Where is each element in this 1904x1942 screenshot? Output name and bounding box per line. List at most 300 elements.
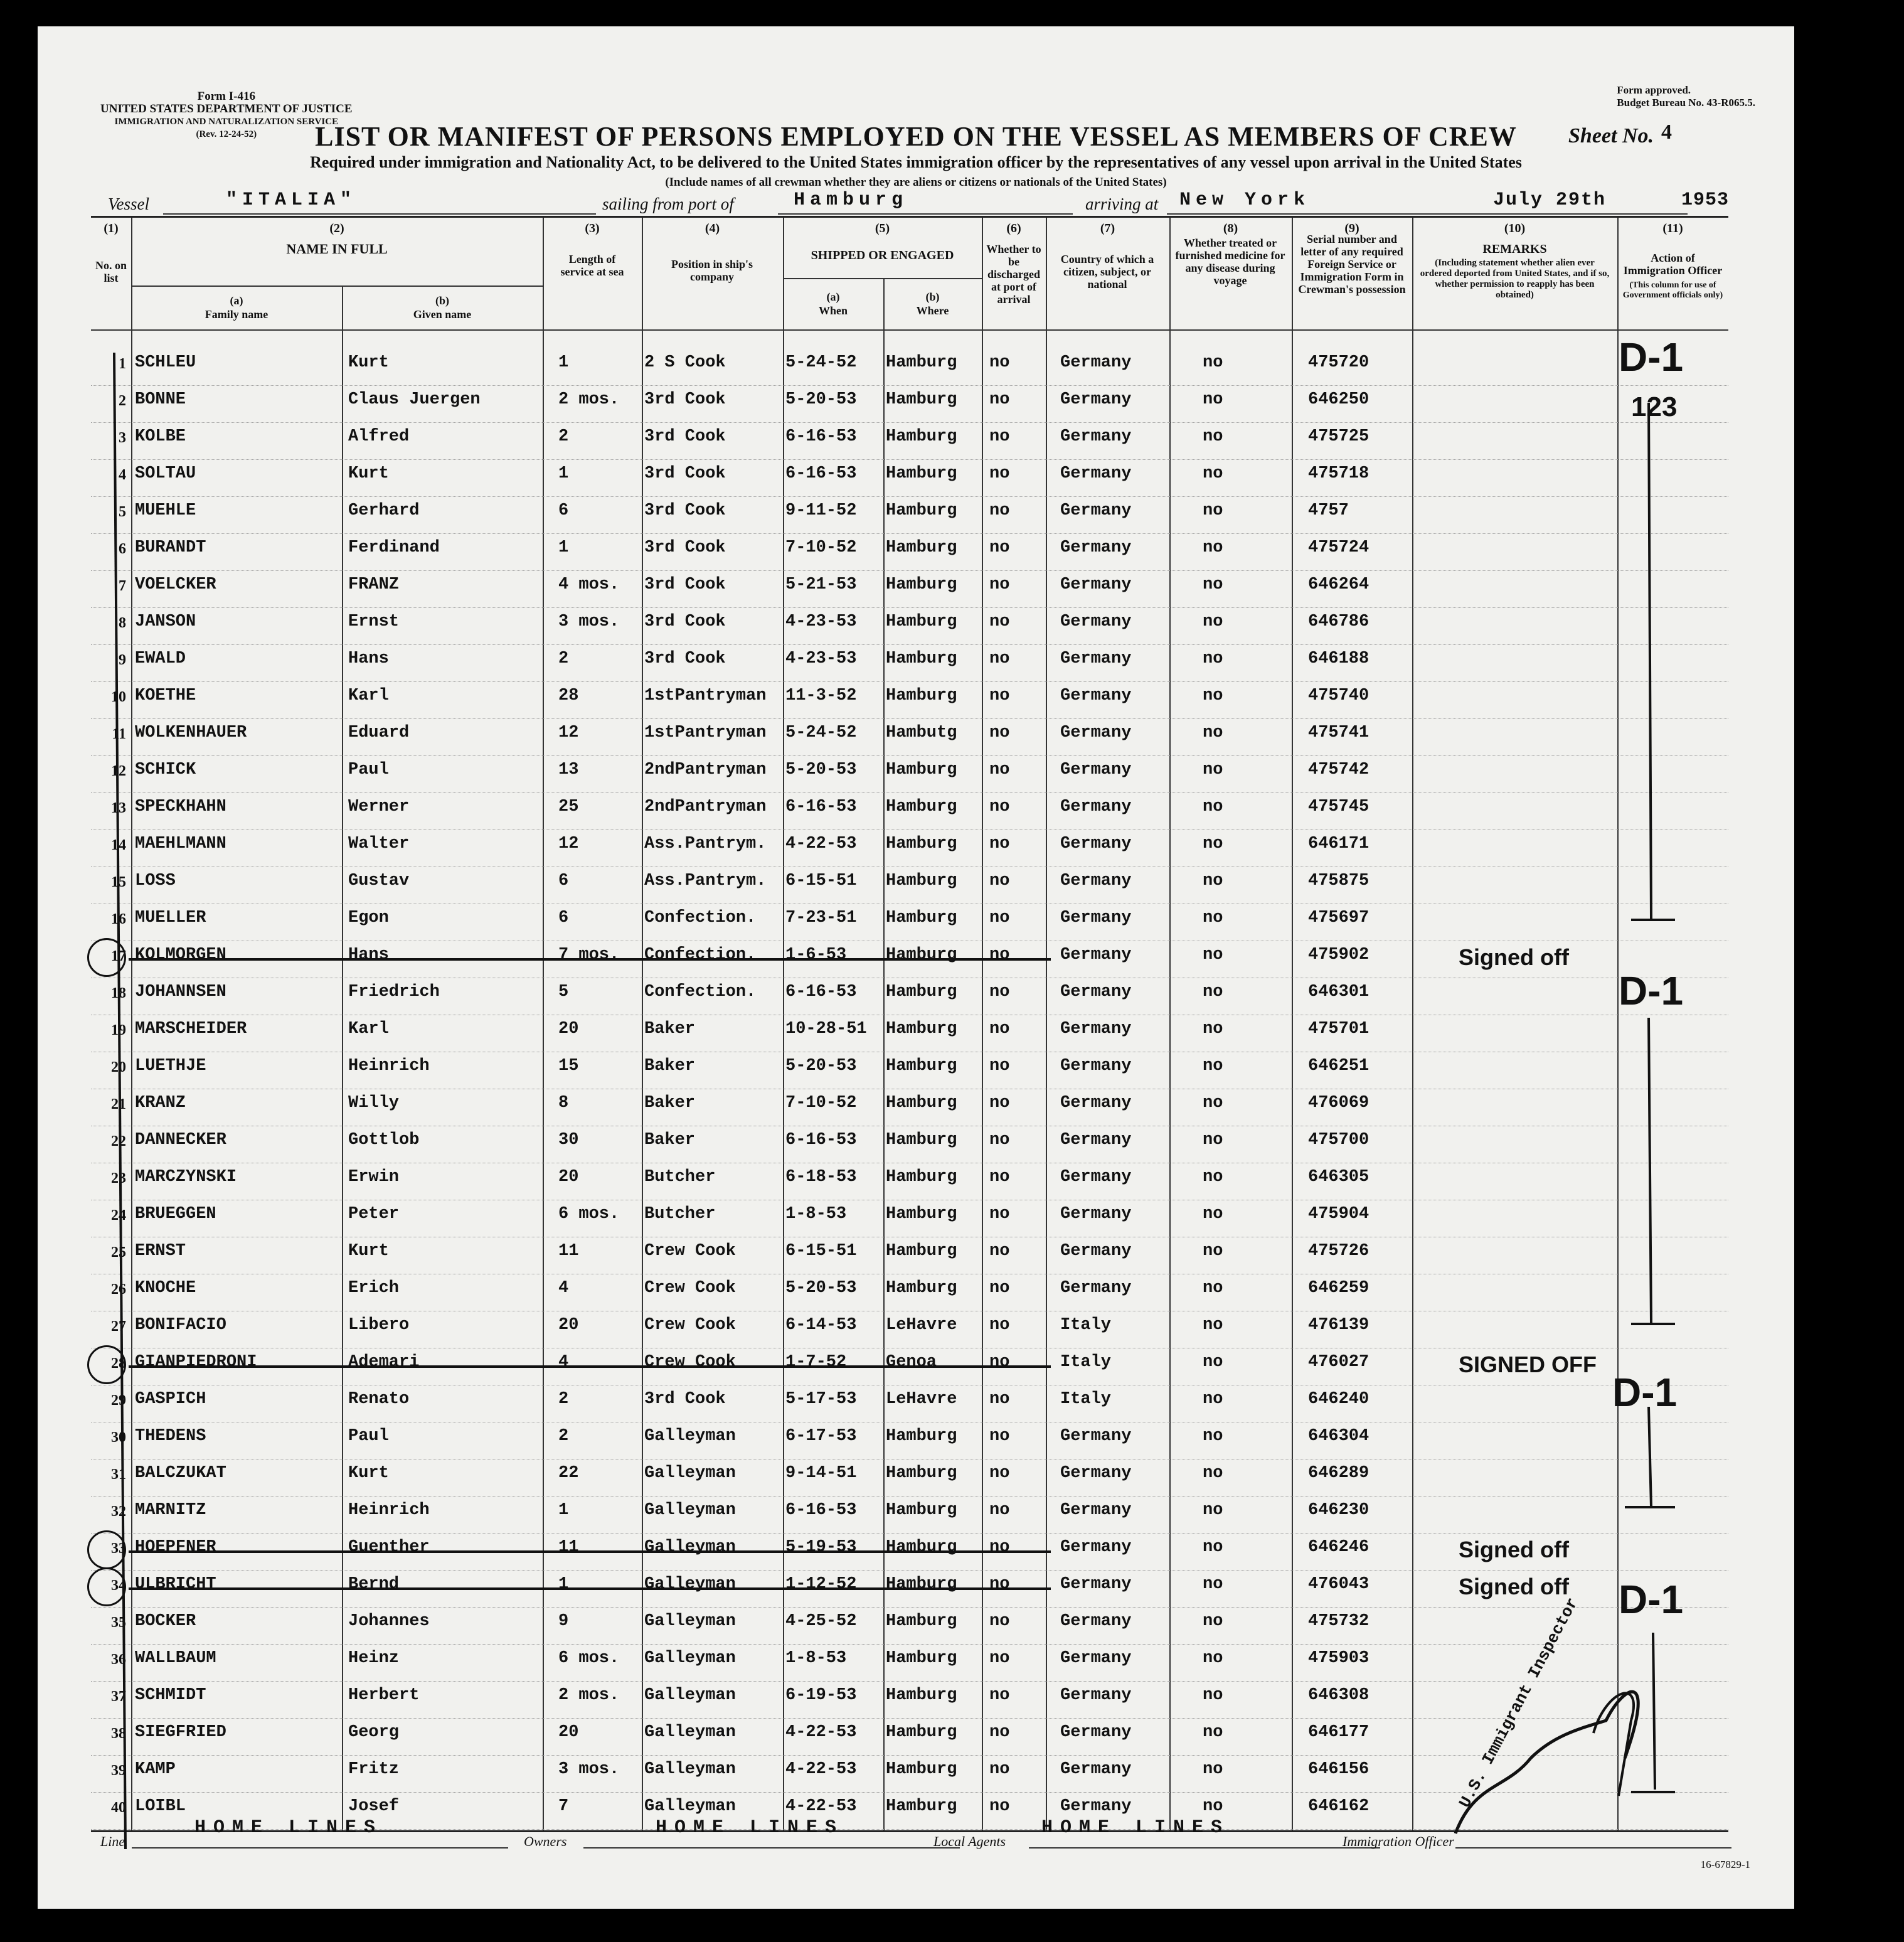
cell-serial: 475741	[1308, 723, 1369, 742]
row-number: 29	[111, 1392, 126, 1409]
header-medicine: Whether treated or furnished medicine for any disease during voyage	[1175, 237, 1285, 287]
cell-family: SCHLEU	[135, 353, 196, 372]
cell-position: Butcher	[644, 1205, 716, 1224]
requirement-statement: Required under immigration and Nationality Act, to be delivered to the United States immigration officer by the representatives of any vessel upon arrival in the United States	[310, 153, 1522, 171]
cell-med: no	[1203, 1464, 1223, 1483]
cell-disch: no	[989, 1279, 1010, 1298]
cell-when: 5-24-52	[785, 723, 857, 742]
cell-given: Gustav	[348, 872, 410, 890]
cell-where: Hamburg	[886, 427, 957, 446]
cell-family: LUETHJE	[135, 1057, 206, 1075]
cell-position: Galleyman	[644, 1723, 736, 1742]
cell-service: 15	[558, 1057, 579, 1075]
cell-country: Germany	[1060, 1131, 1132, 1150]
cell-position: Confection.	[644, 983, 757, 1001]
cell-disch: no	[989, 686, 1010, 705]
cell-med: no	[1203, 612, 1223, 631]
cell-given: Hans	[348, 946, 389, 964]
row-number: 20	[111, 1059, 126, 1075]
cell-given: FRANZ	[348, 575, 400, 594]
cell-when: 1-8-53	[785, 1205, 847, 1224]
cell-when: 6-16-53	[785, 1131, 857, 1150]
cell-country: Italy	[1060, 1353, 1112, 1372]
cell-when: 5-20-53	[785, 760, 857, 779]
col-sub-number: (a)	[826, 291, 840, 303]
cell-family: WOLKENHAUER	[135, 723, 247, 742]
cell-where: Hamburg	[886, 686, 957, 705]
cell-country: Germany	[1060, 1649, 1132, 1668]
cell-position: Crew Cook	[644, 1279, 736, 1298]
cell-country: Germany	[1060, 1464, 1132, 1483]
cell-med: no	[1203, 1501, 1223, 1520]
cell-service: 1	[558, 464, 569, 483]
cell-position: 3rd Cook	[644, 464, 726, 483]
cell-where: Hambutg	[886, 723, 957, 742]
row-number: 23	[111, 1170, 126, 1187]
row-number: 24	[111, 1207, 126, 1224]
cell-country: Germany	[1060, 427, 1132, 446]
cell-family: BALCZUKAT	[135, 1464, 226, 1483]
cell-family: EWALD	[135, 649, 186, 668]
cell-country: Germany	[1060, 835, 1132, 853]
owners-label: Owners	[524, 1833, 567, 1849]
cell-family: LOIBL	[135, 1797, 186, 1816]
cell-service: 3 mos.	[558, 1760, 620, 1779]
line-label: Line	[100, 1833, 125, 1849]
cell-disch: no	[989, 835, 1010, 853]
cell-service: 6	[558, 872, 569, 890]
row-number: 13	[111, 800, 126, 816]
cell-family: MUEHLE	[135, 501, 196, 520]
cell-serial: 475903	[1308, 1649, 1369, 1668]
header-name-in-full: NAME IN FULL	[286, 241, 388, 257]
col-number: (5)	[875, 221, 890, 235]
cell-given: Heinrich	[348, 1501, 430, 1520]
header-family-name: Family name	[205, 308, 269, 321]
cell-med: no	[1203, 427, 1223, 446]
cell-serial: 475745	[1308, 798, 1369, 816]
cell-given: Karl	[348, 686, 389, 705]
cell-disch: no	[989, 1390, 1010, 1409]
cell-where: Hamburg	[886, 353, 957, 372]
row-number: 12	[111, 763, 126, 779]
cell-serial: 646308	[1308, 1686, 1369, 1705]
cell-country: Germany	[1060, 612, 1132, 631]
cell-serial: 476139	[1308, 1316, 1369, 1335]
cell-given: Werner	[348, 798, 410, 816]
cell-service: 2	[558, 427, 569, 446]
cell-when: 6-19-53	[785, 1686, 857, 1705]
cell-given: Renato	[348, 1390, 410, 1409]
cell-country: Germany	[1060, 538, 1132, 557]
cell-serial: 646305	[1308, 1168, 1369, 1187]
row-number: 28	[111, 1355, 126, 1372]
cell-given: Paul	[348, 1427, 389, 1446]
cell-given: Kurt	[348, 353, 389, 372]
cell-where: Hamburg	[886, 1686, 957, 1705]
cell-position: 3rd Cook	[644, 390, 726, 409]
cell-position: 2ndPantryman	[644, 760, 767, 779]
cell-position: Ass.Pantrym.	[644, 835, 767, 853]
cell-country: Germany	[1060, 1501, 1132, 1520]
cell-when: 6-14-53	[785, 1316, 857, 1335]
cell-family: HOEPFNER	[135, 1538, 216, 1557]
cell-given: Willy	[348, 1094, 400, 1112]
cell-med: no	[1203, 1390, 1223, 1409]
cell-when: 4-23-53	[785, 649, 857, 668]
cell-disch: no	[989, 1797, 1010, 1816]
cell-where: Hamburg	[886, 909, 957, 927]
cell-serial: 475726	[1308, 1242, 1369, 1261]
cell-service: 1	[558, 1501, 569, 1520]
cell-country: Germany	[1060, 946, 1132, 964]
cell-disch: no	[989, 353, 1010, 372]
cell-position: 3rd Cook	[644, 612, 726, 631]
col-number: (4)	[705, 221, 720, 235]
cell-country: Germany	[1060, 1279, 1132, 1298]
cell-family: WALLBAUM	[135, 1649, 216, 1668]
cell-position: Confection.	[644, 909, 757, 927]
sheet-label: Sheet No.	[1568, 124, 1654, 147]
cell-family: DANNECKER	[135, 1131, 226, 1150]
cell-serial: 475724	[1308, 538, 1369, 557]
cell-country: Germany	[1060, 464, 1132, 483]
row-number: 39	[111, 1763, 126, 1779]
row-number: 9	[119, 652, 126, 668]
cell-family: BRUEGGEN	[135, 1205, 216, 1224]
cell-where: Hamburg	[886, 1205, 957, 1224]
cell-disch: no	[989, 1612, 1010, 1631]
cell-position: Ass.Pantrym.	[644, 872, 767, 890]
cell-disch: no	[989, 1501, 1010, 1520]
cell-given: Paul	[348, 760, 389, 779]
cell-serial: 475732	[1308, 1612, 1369, 1631]
cell-position: 3rd Cook	[644, 538, 726, 557]
cell-given: Fritz	[348, 1760, 400, 1779]
cell-family: JOHANNSEN	[135, 983, 226, 1001]
owners-company: HOME LINES	[656, 1817, 844, 1838]
cell-disch: no	[989, 1686, 1010, 1705]
cell-given: Libero	[348, 1316, 410, 1335]
cell-med: no	[1203, 983, 1223, 1001]
cell-disch: no	[989, 1649, 1010, 1668]
cell-disch: no	[989, 1316, 1010, 1335]
cell-family: MARCZYNSKI	[135, 1168, 237, 1187]
cell-given: Erich	[348, 1279, 400, 1298]
col-number: (10)	[1504, 221, 1526, 235]
cell-position: Galleyman	[644, 1760, 736, 1779]
cell-where: LeHavre	[886, 1390, 957, 1409]
cell-given: Johannes	[348, 1612, 430, 1631]
cell-given: Peter	[348, 1205, 400, 1224]
cell-country: Germany	[1060, 1057, 1132, 1075]
cell-where: Hamburg	[886, 1760, 957, 1779]
cell-med: no	[1203, 1094, 1223, 1112]
remark-signed-off: Signed off	[1459, 944, 1569, 970]
cell-service: 7 mos.	[558, 946, 620, 964]
cell-disch: no	[989, 723, 1010, 742]
cell-med: no	[1203, 1760, 1223, 1779]
cell-service: 6	[558, 501, 569, 520]
cell-where: Hamburg	[886, 798, 957, 816]
cell-med: no	[1203, 1538, 1223, 1557]
cell-family: ERNST	[135, 1242, 186, 1261]
remark-signed-off: Signed off	[1459, 1574, 1569, 1599]
row-number: 10	[111, 689, 126, 705]
cell-country: Germany	[1060, 575, 1132, 594]
cell-disch: no	[989, 1205, 1010, 1224]
cell-family: MAEHLMANN	[135, 835, 226, 853]
cell-serial: 475725	[1308, 427, 1369, 446]
cell-service: 5	[558, 983, 569, 1001]
cell-service: 2 mos.	[558, 390, 620, 409]
row-number: 27	[111, 1318, 126, 1335]
cell-med: no	[1203, 538, 1223, 557]
row-number: 15	[111, 874, 126, 890]
header-officer-note: (This column for use of Government officials only)	[1622, 280, 1723, 300]
cell-where: Hamburg	[886, 1057, 957, 1075]
cell-disch: no	[989, 390, 1010, 409]
cell-country: Germany	[1060, 501, 1132, 520]
cell-med: no	[1203, 464, 1223, 483]
cell-med: no	[1203, 1649, 1223, 1668]
cell-when: 1-7-52	[785, 1353, 847, 1372]
cell-country: Germany	[1060, 686, 1132, 705]
cell-given: Kurt	[348, 464, 389, 483]
cell-disch: no	[989, 946, 1010, 964]
cell-given: Heinrich	[348, 1057, 430, 1075]
header-no-on-list: No. on list	[95, 259, 127, 284]
cell-where: LeHavre	[886, 1316, 957, 1335]
cell-position: Galleyman	[644, 1797, 736, 1816]
cell-disch: no	[989, 1242, 1010, 1261]
cell-disch: no	[989, 1020, 1010, 1038]
row-number: 3	[119, 430, 126, 446]
col-number: (3)	[585, 221, 600, 235]
cell-given: Alfred	[348, 427, 410, 446]
cell-where: Hamburg	[886, 390, 957, 409]
cell-position: 3rd Cook	[644, 427, 726, 446]
cell-serial: 646289	[1308, 1464, 1369, 1483]
cell-serial: 475740	[1308, 686, 1369, 705]
cell-given: Erwin	[348, 1168, 400, 1187]
cell-when: 1-6-53	[785, 946, 847, 964]
cell-where: Hamburg	[886, 1094, 957, 1112]
cell-position: Galleyman	[644, 1575, 736, 1594]
cell-family: MARNITZ	[135, 1501, 206, 1520]
cell-family: GIANPIEDRONI	[135, 1353, 257, 1372]
cell-med: no	[1203, 946, 1223, 964]
cell-service: 4	[558, 1279, 569, 1298]
cell-med: no	[1203, 798, 1223, 816]
cell-serial: 475700	[1308, 1131, 1369, 1150]
cell-service: 12	[558, 723, 579, 742]
cell-disch: no	[989, 1353, 1010, 1372]
cell-where: Hamburg	[886, 835, 957, 853]
cell-serial: 646259	[1308, 1279, 1369, 1298]
cell-country: Germany	[1060, 798, 1132, 816]
cell-disch: no	[989, 1168, 1010, 1187]
remark-signed-off: SIGNED OFF	[1459, 1352, 1597, 1377]
cell-family: VOELCKER	[135, 575, 216, 594]
arrival-date: July 29th	[1493, 189, 1607, 211]
officer-mark-count: 123	[1631, 392, 1678, 422]
cell-family: SIEGFRIED	[135, 1723, 226, 1742]
col-number: (7)	[1100, 221, 1115, 235]
cell-serial: 646171	[1308, 835, 1369, 853]
vessel-name: "ITALIA"	[226, 189, 357, 211]
cell-serial: 646786	[1308, 612, 1369, 631]
cell-given: Heinz	[348, 1649, 400, 1668]
cell-service: 3 mos.	[558, 612, 620, 631]
cell-disch: no	[989, 983, 1010, 1001]
cell-country: Germany	[1060, 983, 1132, 1001]
cell-when: 7-23-51	[785, 909, 857, 927]
cell-country: Germany	[1060, 1612, 1132, 1631]
cell-given: Guenther	[348, 1538, 430, 1557]
cell-serial: 475720	[1308, 353, 1369, 372]
cell-where: Hamburg	[886, 1464, 957, 1483]
cell-position: Crew Cook	[644, 1353, 736, 1372]
cell-disch: no	[989, 1094, 1010, 1112]
cell-med: no	[1203, 1316, 1223, 1335]
cell-serial: 646188	[1308, 649, 1369, 668]
cell-med: no	[1203, 1020, 1223, 1038]
row-number: 11	[112, 726, 126, 742]
header-position: Position in ship's company	[671, 258, 753, 283]
cell-serial: 476069	[1308, 1094, 1369, 1112]
cell-given: Ferdinand	[348, 538, 440, 557]
cell-disch: no	[989, 501, 1010, 520]
row-number: 5	[119, 504, 126, 520]
cell-when: 7-10-52	[785, 1094, 857, 1112]
cell-country: Germany	[1060, 872, 1132, 890]
cell-service: 6 mos.	[558, 1649, 620, 1668]
cell-serial: 475742	[1308, 760, 1369, 779]
cell-when: 11-3-52	[785, 686, 857, 705]
cell-where: Hamburg	[886, 1575, 957, 1594]
approval-text: Form approved.	[1617, 84, 1691, 96]
cell-given: Friedrich	[348, 983, 440, 1001]
row-number: 2	[119, 393, 126, 409]
cell-when: 4-23-53	[785, 612, 857, 631]
cell-where: Hamburg	[886, 1612, 957, 1631]
officer-mark-d1: D-1	[1612, 1370, 1678, 1415]
cell-disch: no	[989, 760, 1010, 779]
cell-country: Germany	[1060, 760, 1132, 779]
cell-given: Karl	[348, 1020, 389, 1038]
departure-port: Hamburg	[794, 189, 908, 211]
cell-when: 5-20-53	[785, 1057, 857, 1075]
header-given-name: Given name	[413, 308, 472, 321]
row-number: 32	[111, 1503, 126, 1520]
cell-disch: no	[989, 909, 1010, 927]
cell-country: Italy	[1060, 1316, 1112, 1335]
cell-serial: 646162	[1308, 1797, 1369, 1816]
arrival-year: 1953	[1681, 189, 1730, 211]
header-remarks: REMARKS	[1482, 242, 1547, 256]
cell-serial: 476043	[1308, 1575, 1369, 1594]
cell-serial: 475875	[1308, 872, 1369, 890]
row-number: 22	[111, 1133, 126, 1150]
cell-med: no	[1203, 1686, 1223, 1705]
cell-position: Galleyman	[644, 1538, 736, 1557]
cell-where: Hamburg	[886, 612, 957, 631]
cell-med: no	[1203, 575, 1223, 594]
cell-where: Hamburg	[886, 872, 957, 890]
cell-service: 2	[558, 649, 569, 668]
col-sub-number: (b)	[435, 294, 449, 307]
cell-service: 1	[558, 1575, 569, 1594]
cell-country: Germany	[1060, 390, 1132, 409]
cell-service: 20	[558, 1316, 579, 1335]
cell-service: 11	[558, 1538, 579, 1557]
arriving-label: arriving at	[1085, 195, 1159, 213]
cell-serial: 475697	[1308, 909, 1369, 927]
cell-where: Hamburg	[886, 575, 957, 594]
cell-family: ULBRICHT	[135, 1575, 216, 1594]
cell-where: Hamburg	[886, 1020, 957, 1038]
cell-disch: no	[989, 872, 1010, 890]
cell-position: Butcher	[644, 1168, 716, 1187]
cell-disch: no	[989, 1057, 1010, 1075]
vessel-label: Vessel	[108, 195, 149, 213]
cell-when: 6-16-53	[785, 798, 857, 816]
cell-given: Kurt	[348, 1464, 389, 1483]
cell-family: KOLBE	[135, 427, 186, 446]
cell-serial: 475701	[1308, 1020, 1369, 1038]
header-shipped-or-engaged: SHIPPED OR ENGAGED	[811, 248, 954, 262]
row-number: 7	[119, 578, 126, 594]
cell-when: 5-17-53	[785, 1390, 857, 1409]
officer-mark-d1: D-1	[1619, 968, 1684, 1013]
cell-service: 9	[558, 1612, 569, 1631]
cell-service: 2 mos.	[558, 1686, 620, 1705]
cell-serial: 646240	[1308, 1390, 1369, 1409]
header-length-of-service: Length of service at sea	[560, 253, 624, 278]
row-number: 19	[111, 1022, 126, 1038]
cell-service: 6	[558, 909, 569, 927]
line-company: HOME LINES	[194, 1817, 383, 1838]
col-number: (2)	[329, 221, 344, 235]
officer-label: Immigration Officer	[1343, 1833, 1454, 1849]
cell-country: Germany	[1060, 1686, 1132, 1705]
cell-country: Germany	[1060, 1094, 1132, 1112]
cell-when: 6-15-51	[785, 872, 857, 890]
cell-family: MARSCHEIDER	[135, 1020, 247, 1038]
cell-when: 9-11-52	[785, 501, 857, 520]
cell-med: no	[1203, 1057, 1223, 1075]
header-where: Where	[916, 304, 949, 317]
cell-family: BONIFACIO	[135, 1316, 226, 1335]
inclusion-note: (Include names of all crewman whether they are aliens or citizens or nationals of the United States)	[665, 176, 1167, 189]
cell-serial: 646304	[1308, 1427, 1369, 1446]
cell-position: Galleyman	[644, 1501, 736, 1520]
cell-when: 9-14-51	[785, 1464, 857, 1483]
header-country: Country of which a citizen, subject, or national	[1060, 253, 1154, 291]
cell-country: Germany	[1060, 909, 1132, 927]
cell-service: 4	[558, 1353, 569, 1372]
cell-med: no	[1203, 1797, 1223, 1816]
cell-family: GASPICH	[135, 1390, 206, 1409]
cell-service: 2	[558, 1390, 569, 1409]
cell-where: Hamburg	[886, 1242, 957, 1261]
row-number: 4	[119, 467, 126, 483]
cell-position: 3rd Cook	[644, 575, 726, 594]
cell-family: JANSON	[135, 612, 196, 631]
cell-where: Hamburg	[886, 1279, 957, 1298]
cell-position: Galleyman	[644, 1686, 736, 1705]
